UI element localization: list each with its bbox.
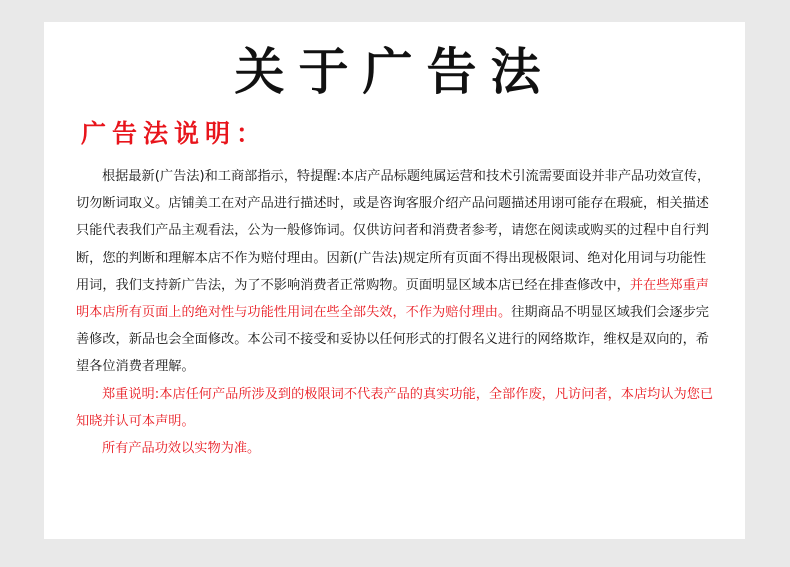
paragraph-text: 根据最新(广告法)和工商部指示，特提醒:本店产品标题纯属运营和技术引流需要面设并非产品功效宣传，切勿断词取义。店铺美工在对产品进行描述时，或是咨询客服介绍产品问题描述用诩可能存在瑕疵，相关描述只能代表我们产品主观看法，公为一般修饰词。仅供访问者和消费者参考，请您在阅读或购买的过程中自行判断，您的判断和理解本店不作为赔付理由。因新(广告法)规定所有页面不得出现极限词、绝对化用词与功能性用词，我们支持新广告法，为了不影响消费者正常购物。页面明显区域本店已经在排查修改中， bbox=[76, 169, 711, 293]
notice-paragraph-main bbox=[76, 163, 716, 381]
notice-card bbox=[44, 22, 745, 539]
highlighted-statement: 并在些郑重声明本店所有页面上的绝对性与功能性用词在些全部失效，不作为赔付理由。 bbox=[76, 277, 709, 321]
section-heading: 广告法说明： bbox=[81, 119, 268, 148]
paragraph-text-continued: 往期商品不明显区域我们会逐步完善修改，新品也会全面修改。本公司不接受和妥协以任何形式的打假名义进行的网络欺诈，维权是双向的，希望各位消费者理解。 bbox=[76, 305, 709, 375]
solemn-statement: 郑重说明:本店任何产品所涉及到的极限词不代表产品的真实功能，全部作废，凡访问者，本店均认为您已知晓并认可本声明。 bbox=[76, 386, 714, 429]
notice-body bbox=[76, 163, 716, 462]
page-title: 关于广告法 bbox=[234, 42, 555, 101]
efficacy-statement: 所有产品功效以实物为准。 bbox=[102, 441, 261, 457]
